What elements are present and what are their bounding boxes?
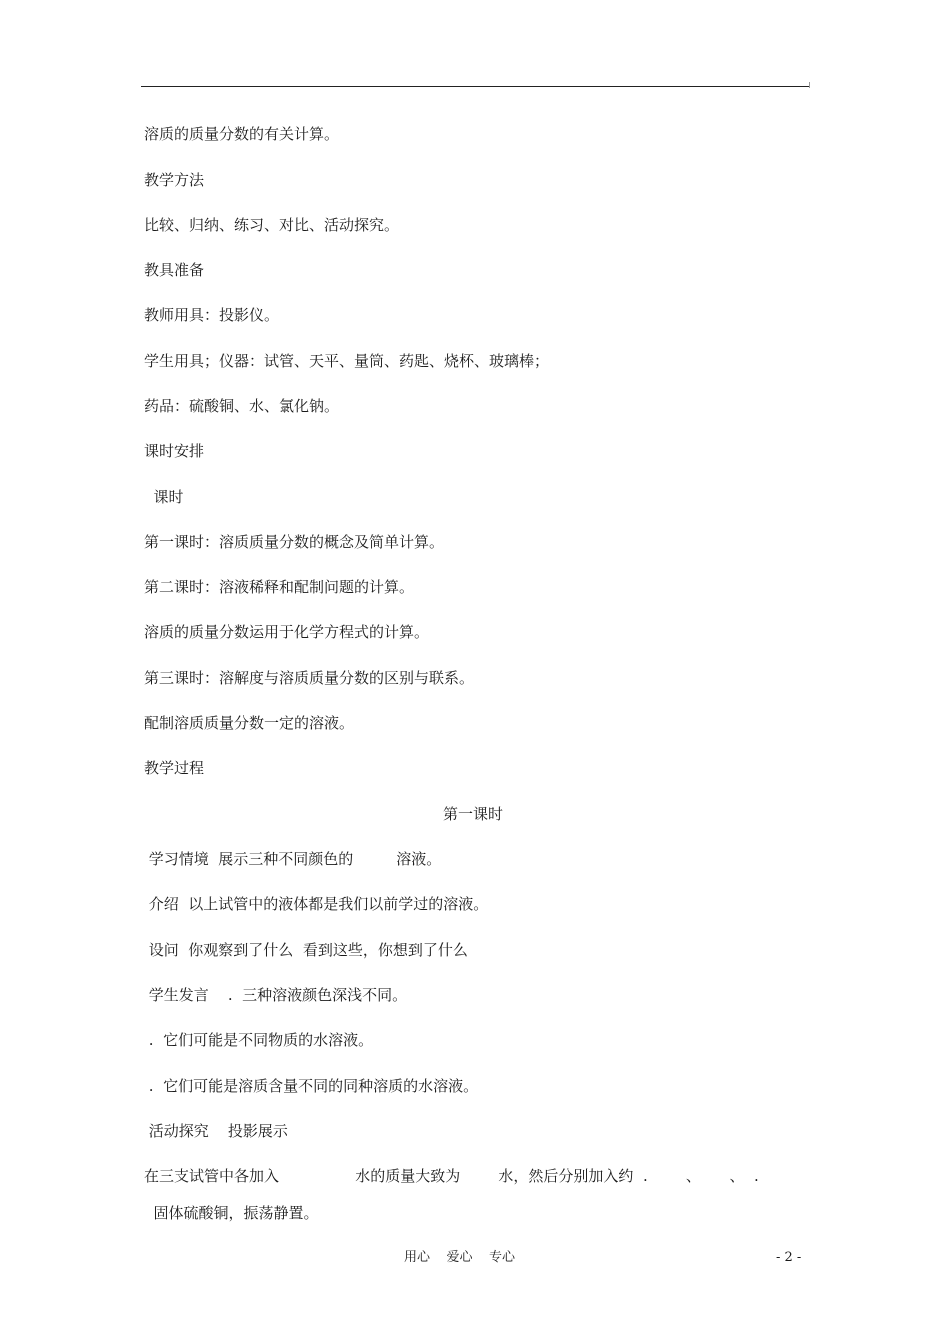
text-line: 课时 bbox=[144, 488, 184, 506]
header-rule bbox=[141, 86, 809, 87]
section-heading: 课时安排 bbox=[144, 442, 205, 460]
text-line: 在三支试管中各加入 水的质量大致为 水，然后分别加入约 . 、 、 . bbox=[144, 1167, 759, 1185]
text-line: 教师用具：投影仪。 bbox=[144, 306, 280, 324]
text-line: . 它们可能是不同物质的水溶液。 bbox=[144, 1031, 374, 1049]
text-line: 介绍 以上试管中的液体都是我们以前学过的溶液。 bbox=[144, 895, 489, 913]
section-heading: 教学方法 bbox=[144, 171, 205, 189]
text-line: 配制溶质质量分数一定的溶液。 bbox=[144, 714, 355, 732]
text-line: 药品：硫酸铜、水、氯化钠。 bbox=[144, 397, 340, 415]
lesson-title: 第一课时 bbox=[443, 805, 504, 823]
section-heading: 教具准备 bbox=[144, 261, 205, 279]
text-line: 固体硫酸铜，振荡静置。 bbox=[144, 1204, 319, 1222]
text-line: 学习情境 展示三种不同颜色的 溶液。 bbox=[144, 850, 442, 868]
text-line: 比较、归纳、练习、对比、活动探究。 bbox=[144, 216, 400, 234]
section-heading: 教学过程 bbox=[144, 759, 205, 777]
text-line: 溶质的质量分数的有关计算。 bbox=[144, 125, 340, 143]
page-number: - 2 - bbox=[776, 1250, 802, 1265]
text-line: 第二课时：溶液稀释和配制问题的计算。 bbox=[144, 578, 415, 596]
text-line: 学生发言 . 三种溶液颜色深浅不同。 bbox=[144, 986, 408, 1004]
text-line: . 它们可能是溶质含量不同的同种溶质的水溶液。 bbox=[144, 1077, 479, 1095]
text-line: 溶质的质量分数运用于化学方程式的计算。 bbox=[144, 623, 430, 641]
text-line: 活动探究 投影展示 bbox=[144, 1122, 288, 1140]
header-rule-tick bbox=[809, 82, 810, 88]
text-line: 第一课时：溶质质量分数的概念及简单计算。 bbox=[144, 533, 445, 551]
text-line: 学生用具；仪器：试管、天平、量筒、药匙、烧杯、玻璃棒； bbox=[144, 352, 550, 370]
text-line: 设问 你观察到了什么 看到这些，你想到了什么 bbox=[144, 941, 468, 959]
footer-motto: 用心 爱心 专心 bbox=[404, 1250, 516, 1265]
text-line: 第三课时：溶解度与溶质质量分数的区别与联系。 bbox=[144, 669, 475, 687]
